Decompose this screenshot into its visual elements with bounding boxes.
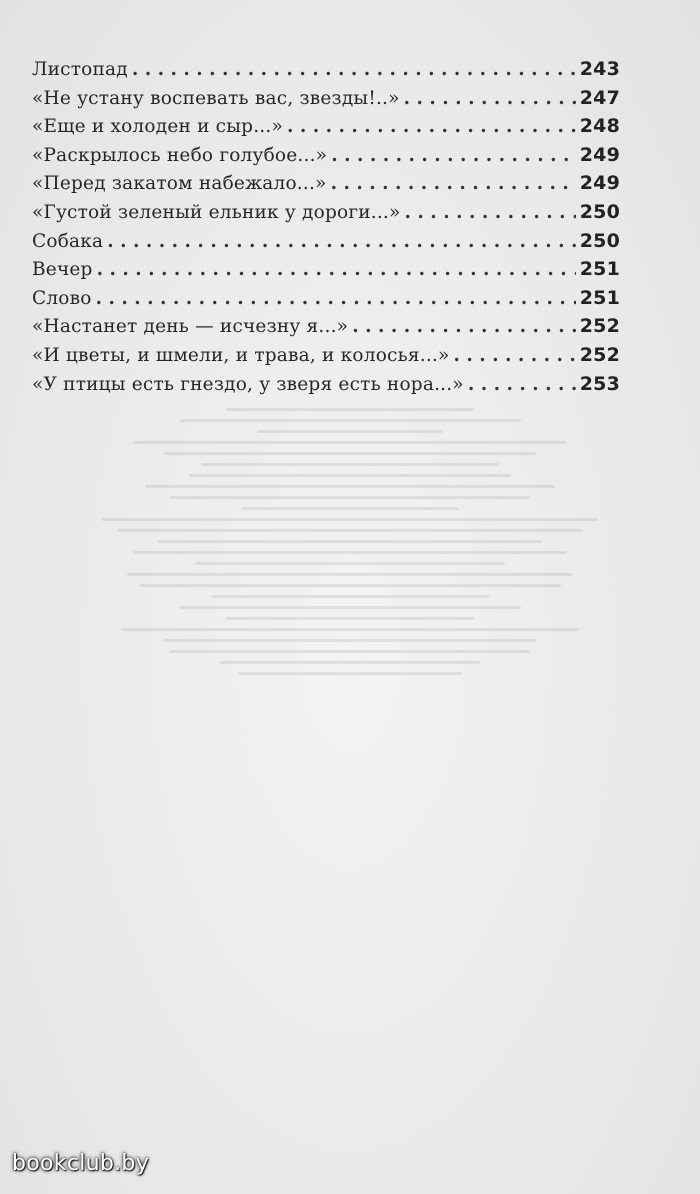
toc-leader-dots [468,374,576,395]
toc-entry-page: 251 [579,258,620,281]
toc-entry-page: 249 [579,172,620,195]
toc-entry-title: «Еще и холоден и сыр...» [32,116,283,138]
toc-entry [32,258,620,287]
toc-leader-dots [352,316,576,337]
toc-entry-page: 250 [579,200,620,223]
toc-entry-page: 243 [579,58,620,80]
toc-entry [32,87,620,116]
toc-entry-page: 252 [579,315,620,338]
toc-entry [32,344,620,373]
toc-leader-dots [132,59,576,80]
toc-entry-page: 251 [579,286,620,309]
toc-entry-title: «Не устану воспевать вас, звезды!..» [32,87,400,109]
toc-leader-dots [287,116,576,137]
toc-entry-title: «Раскрылось небо голубое...» [32,144,328,166]
watermark: bookclub.by [12,1151,150,1176]
toc-entry-title: Слово [32,287,92,309]
toc-entry [32,373,620,402]
toc-entry [32,172,620,201]
toc-entry [32,287,620,316]
toc-entry-title: Листопад [32,59,128,80]
toc-leader-dots [97,259,576,280]
toc-entry-title: Вечер [32,259,93,281]
toc-entry-title: «Перед закатом набежало...» [32,173,327,195]
faint-imprint-background [40,400,660,1120]
toc-entry-page: 253 [579,372,620,395]
toc-leader-dots [404,88,576,109]
toc-leader-dots [405,202,576,223]
toc-leader-dots [96,288,576,309]
toc-entry-page: 252 [579,343,620,366]
toc-entry [32,115,620,144]
toc-entry [32,315,620,344]
toc-leader-dots [331,145,576,166]
toc-entry-page: 249 [579,143,620,166]
toc-entry [32,58,620,87]
toc-entry-page: 250 [579,229,620,252]
toc-entry-page: 247 [579,86,620,109]
toc-entry [32,230,620,259]
toc-entry [32,201,620,230]
toc-entry [32,144,620,173]
toc-leader-dots [331,173,576,194]
table-of-contents [32,58,620,401]
toc-leader-dots [107,231,575,252]
toc-entry-title: Собака [32,230,104,252]
toc-leader-dots [454,345,576,366]
toc-entry-page: 248 [579,115,620,138]
toc-entry-title: «И цветы, и шмели, и трава, и колосья...» [32,344,450,366]
toc-entry-title: «У птицы есть гнездо, у зверя есть нора...» [32,373,464,395]
toc-entry-title: «Настанет день — исчезну я...» [32,316,349,338]
toc-entry-title: «Густой зеленый ельник у дороги...» [32,201,401,223]
